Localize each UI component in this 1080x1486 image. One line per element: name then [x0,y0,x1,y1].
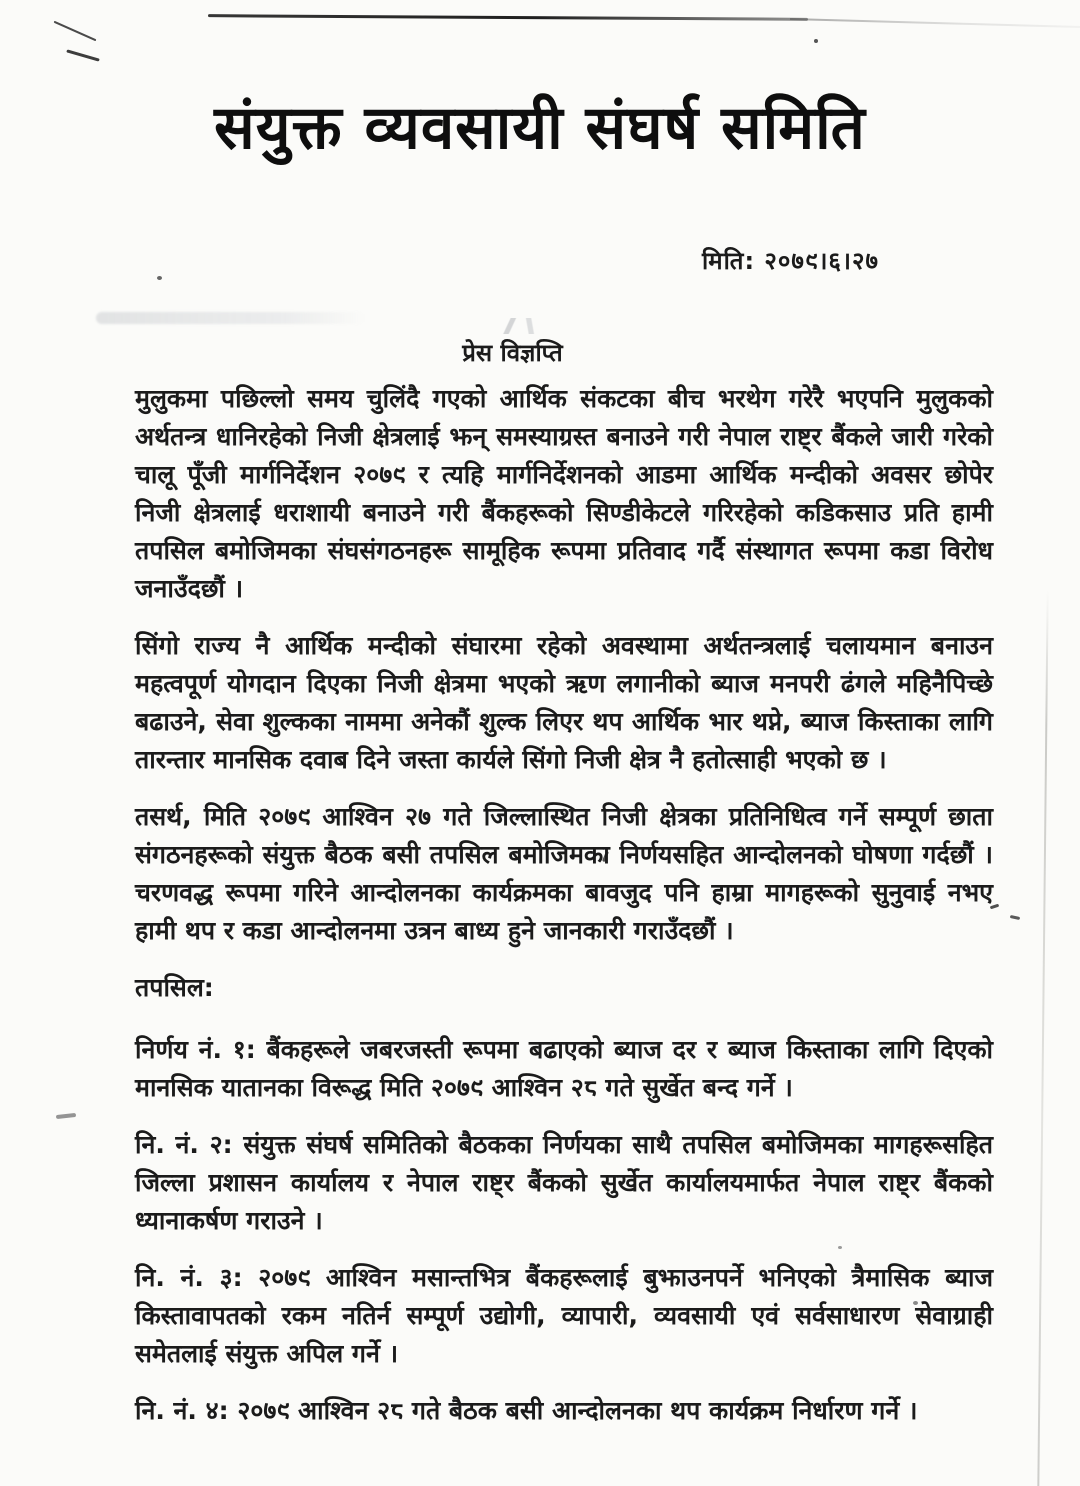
scan-fold-line-dark [208,14,808,21]
paper-crease-line [1037,590,1048,1486]
decision-item-4: नि. नं. ४: २०७९ आश्विन २८ गते बैठक बसी आन्दोलनका थप कार्यक्रम निर्धारण गर्ने । [135,1396,918,1425]
decision-item-2: नि. नं. २: संयुक्त संघर्ष समितिको बैठकका निर्णयका साथै तपसिल बमोजिमका मागहरूसहित जिल्ला प्रशासन कार्यालय र नेपाल राष्ट्र बैंकको सुर्खेत कार्यालयमार्फत नेपाल राष्ट्र बैंकको ध्यानाकर्षण गराउने । [135,1130,993,1235]
letter-body [135,380,993,1449]
scan-speck [814,39,818,43]
press-release-heading: प्रेस विज्ञप्ति [462,339,563,367]
pen-check-stroke-upper [54,21,97,42]
pen-check-stroke-lower [66,49,100,61]
decision-item-3: नि. नं. ३: २०७९ आश्विन मसान्तभित्र बैंकहरूलाई बुझाउनपर्ने भनिएको त्रैमासिक ब्याज किस्तावापतको रकम नतिर्न सम्पूर्ण उद्योगी, व्यापारी, व्यवसायी एवं सर्वसाधारण सेवाग्राही समेतलाई संयुक्त अपिल गर्ने । [135,1263,993,1368]
tapsil-label: तपसिल: [135,973,214,1002]
pen-dash-mark [157,276,162,280]
paragraph-1: मुलुकमा पछिल्लो समय चुलिंदै गएको आर्थिक संकटका बीच भरथेग गरेरै भएपनि मुलुकको अर्थतन्त्र धानिरहेको निजी क्षेत्रलाई झन् समस्याग्रस्त बनाउने गरी नेपाल राष्ट्र बैंकले जारी गरेको चालू पूँजी मार्गनिर्देशन २०७९ र त्यहि मार्गनिर्देशनको आडमा आर्थिक मन्दीको अवसर छोपेर निजी क्षेत्रलाई धराशायी बनाउने गरी बैंकहरूको सिण्डीकेटले गरिरहेको कडिकसाउ प्रति हामी तपसिल बमोजिमका संघसंगठनहरू सामूहिक रूपमा प्रतिवाद गर्दै संस्थागत रूपमा कडा विरोध जनाउँदछौं । [135,384,993,603]
decision-item-1: निर्णय नं. १: बैंकहरूले जबरजस्ती रूपमा बढाएको ब्याज दर र ब्याज किस्ताका लागि दिएको मानसिक यातानका विरूद्ध मिति २०७९ आश्विन २८ गते सुर्खेत बन्द गर्ने । [135,1035,993,1102]
date-line: मिति: २०७९।६।२७ [702,247,879,275]
paragraph-2: सिंगो राज्य नै आर्थिक मन्दीको संघारमा रहेको अवस्थामा अर्थतन्त्रलाई चलायमान बनाउन महत्वपूर्ण योगदान दिएका निजी क्षेत्रमा भएको ऋण लगानीको ब्याज मनपरी ढंगले महिनैपिच्छे बढाउने, सेवा शुल्कका नाममा अनेकौं शुल्क लिएर थप आर्थिक भार थप्ने, ब्याज किस्ताका लागि तारन्तार मानसिक दवाब दिने जस्ता कार्यले सिंगो निजी क्षेत्र नै हतोत्साही भएको छ । [135,631,993,774]
scan-fold-line-light [790,18,1080,28]
paragraph-3: तसर्थ, मिति २०७९ आश्विन २७ गते जिल्लास्थित निजी क्षेत्रका प्रतिनिधित्व गर्ने सम्पूर्ण छाता संगठनहरूको संयुक्त बैठक बसी तपसिल बमोजिमका निर्णयसहित आन्दोलनको घोषणा गर्दछौं । चरणवद्ध रूपमा गरिने आन्दोलनका कार्यक्रमका बावजुद पनि हाम्रा मागहरूको सुनुवाई नभए हामी थप र कडा आन्दोलनमा उत्रन बाध्य हुने जानकारी गराउँदछौं । [135,802,993,945]
scan-smudge-band [96,312,366,324]
pen-dash-left-margin [56,1113,76,1119]
organization-title: संयुक्त व्यवसायी संघर्ष समिति [214,93,866,163]
pen-mark-right-margin [1010,915,1020,920]
scan-smudge-scribble [455,318,585,334]
